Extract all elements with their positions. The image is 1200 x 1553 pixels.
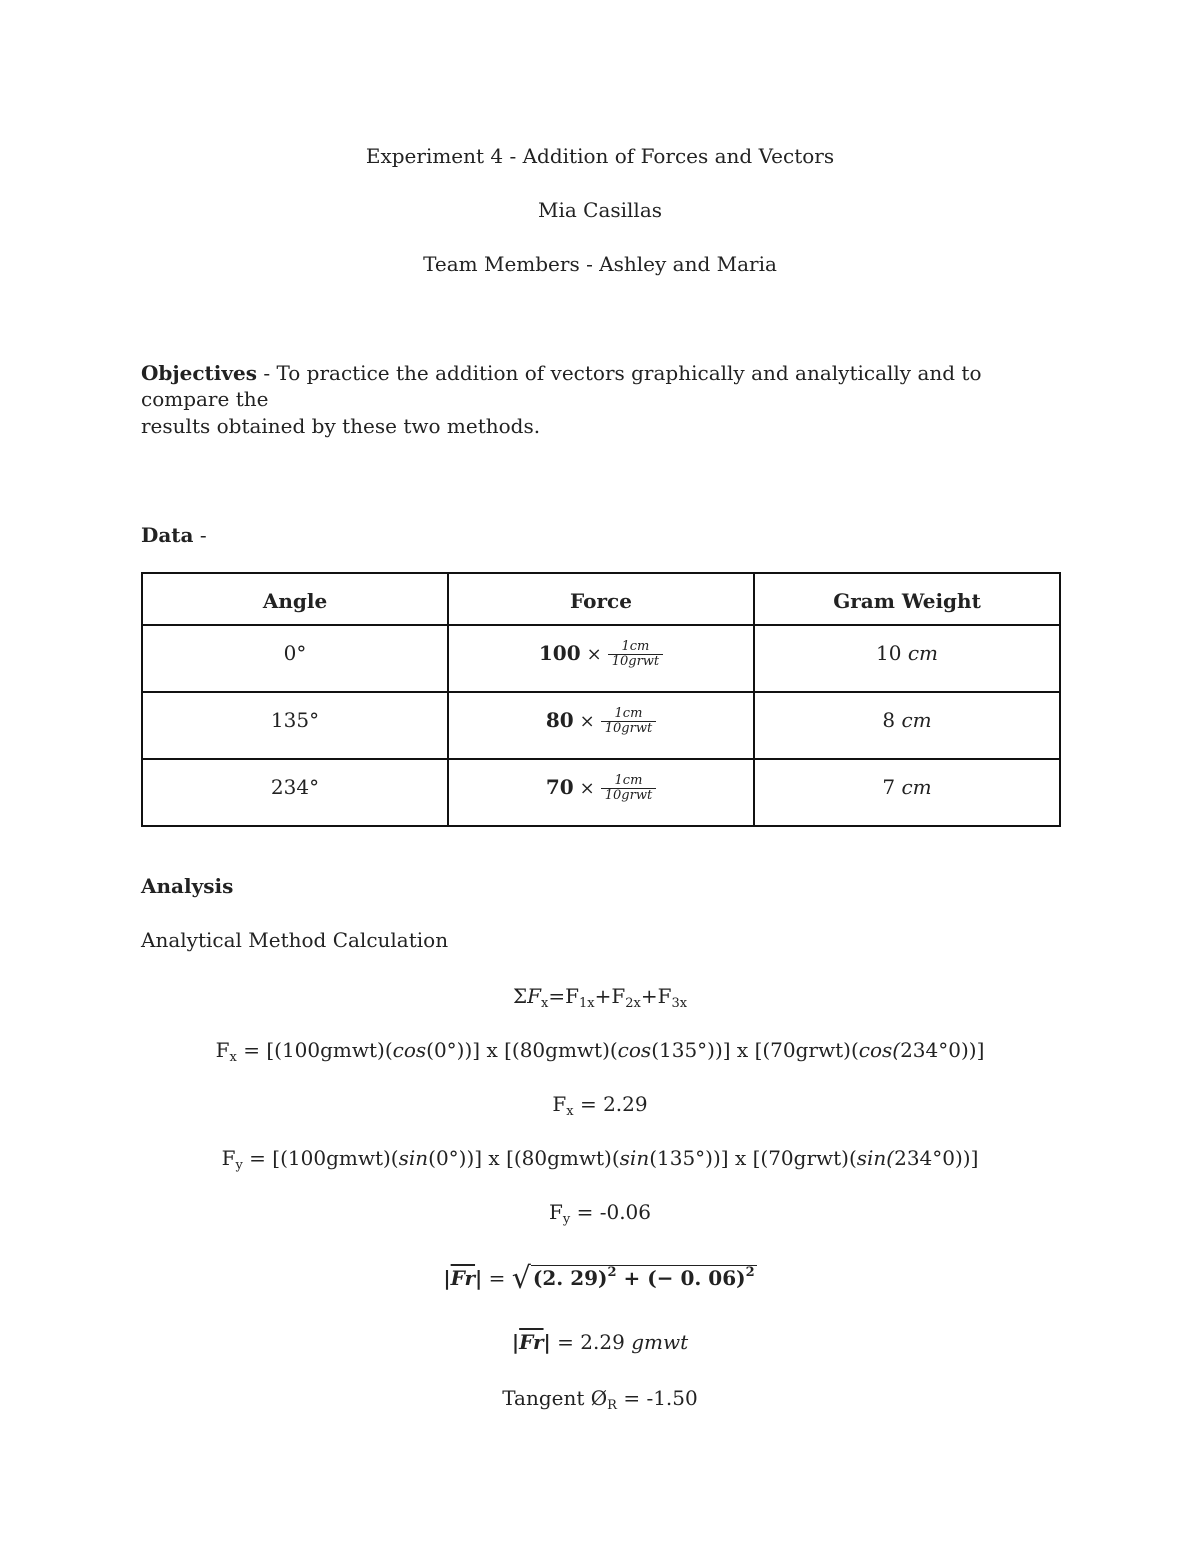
fx-result: [0, 1091, 1200, 1117]
eq-subscript: y: [235, 1158, 243, 1173]
team-members: Team Members - Ashley and Maria: [423, 252, 777, 276]
gram-unit: cm: [901, 708, 932, 732]
conversion-fraction: [601, 774, 656, 803]
conversion-fraction: [608, 640, 663, 669]
cell-force: [448, 759, 754, 826]
times-sign: ×: [579, 778, 595, 799]
eq-subscript: x: [566, 1104, 574, 1119]
eq-term: = [(100gmwt)(: [242, 1146, 399, 1170]
cell-gram-weight: [754, 692, 1060, 759]
eq-term: (2. 29): [532, 1266, 608, 1290]
eq-function: cos: [392, 1038, 427, 1062]
objectives-paragraph: [141, 360, 1061, 412]
analytical-method-label: Analytical Method Calculation: [141, 928, 449, 952]
eq-function: sin: [619, 1146, 650, 1170]
eq-term: +F: [640, 984, 672, 1008]
sum-fx-equation: [0, 983, 1200, 1009]
table-row: [142, 625, 1060, 692]
data-dash: -: [193, 523, 207, 547]
fraction-denominator: 10grwt: [611, 654, 660, 669]
eq-term: = 2.29: [573, 1092, 648, 1116]
eq-term: (135°))] x [(70grwt)(: [651, 1038, 859, 1062]
eq-term: F: [215, 1038, 230, 1062]
eq-term: Tangent Ø: [502, 1386, 608, 1410]
tangent-equation: [0, 1385, 1200, 1411]
times-sign: ×: [579, 711, 595, 732]
abs-bar: |: [443, 1266, 451, 1290]
fy-result: [0, 1199, 1200, 1225]
sigma-symbol: Σ: [512, 984, 528, 1008]
eq-subscript: 1x: [578, 996, 595, 1011]
eq-subscript: 2x: [625, 996, 641, 1011]
cell-force: [448, 692, 754, 759]
eq-exponent: 2: [745, 1265, 755, 1280]
cell-gram-weight: [754, 625, 1060, 692]
author-name: Mia Casillas: [537, 198, 663, 222]
abs-bar: |: [475, 1266, 483, 1290]
eq-vector: $\overline{Fr}$: [519, 1330, 544, 1354]
eq-term: =: [482, 1266, 512, 1290]
eq-term: = [(100gmwt)(: [236, 1038, 393, 1062]
cell-gram-weight: [754, 759, 1060, 826]
eq-function: sin: [398, 1146, 429, 1170]
eq-term: +: [616, 1266, 648, 1290]
resultant-magnitude-equation: [0, 1261, 1200, 1296]
fraction-numerator: 1cm: [608, 640, 663, 655]
eq-term: 234°0))]: [894, 1146, 979, 1170]
eq-term: (0°))] x [(80gmwt)(: [428, 1146, 620, 1170]
fraction-denominator: 10grwt: [604, 721, 653, 736]
resultant-magnitude-result: [0, 1329, 1200, 1355]
eq-term: F: [221, 1146, 236, 1170]
force-value: 70: [545, 775, 574, 799]
fraction-numerator: 1cm: [601, 707, 656, 722]
header-force: Force: [448, 573, 754, 625]
eq-subscript: 3x: [671, 996, 688, 1011]
eq-term: (− 0. 06): [647, 1266, 746, 1290]
eq-subscript: x: [540, 996, 549, 1011]
eq-term: F: [552, 1092, 567, 1116]
eq-unit: gmwt: [631, 1330, 689, 1354]
cell-angle: 234°: [142, 759, 448, 826]
eq-subscript: y: [562, 1212, 571, 1227]
header-gram-weight: Gram Weight: [754, 573, 1060, 625]
eq-term: 234°0))]: [900, 1038, 985, 1062]
conversion-fraction: [601, 707, 656, 736]
gram-value: 10: [876, 641, 902, 665]
table-row: [142, 692, 1060, 759]
eq-term: +F: [594, 984, 626, 1008]
objectives-label: Objectives: [141, 361, 257, 385]
fx-equation: [0, 1037, 1200, 1063]
header-angle: Angle: [142, 573, 448, 625]
times-sign: ×: [586, 644, 602, 665]
eq-function: cos: [617, 1038, 652, 1062]
gram-value: 8: [882, 708, 896, 732]
objectives-text-line1: - To practice the addition of vectors graphically and analytically and to compare the: [141, 361, 982, 411]
data-label: Data: [141, 523, 194, 547]
cell-angle: 0°: [142, 625, 448, 692]
eq-term: (0°))] x [(80gmwt)(: [426, 1038, 618, 1062]
analysis-heading: [141, 873, 1061, 899]
force-value: 100: [538, 641, 581, 665]
eq-term: = -0.06: [570, 1200, 651, 1224]
analysis-label: Analysis: [141, 874, 234, 898]
data-heading: [141, 522, 1061, 548]
eq-term: = -1.50: [616, 1386, 698, 1410]
table-header-row: [142, 573, 1060, 625]
eq-exponent: 2: [607, 1265, 617, 1280]
eq-function: sin(: [856, 1146, 895, 1170]
eq-subscript: x: [229, 1050, 237, 1065]
table-row: [142, 759, 1060, 826]
gram-value: 7: [882, 775, 896, 799]
gram-unit: cm: [907, 641, 938, 665]
fraction-denominator: 10grwt: [604, 788, 653, 803]
eq-term: = 2.29: [550, 1330, 632, 1354]
fy-equation: [0, 1145, 1200, 1171]
force-value: 80: [545, 708, 574, 732]
eq-term: F: [548, 1200, 563, 1224]
eq-function: cos(: [858, 1038, 901, 1062]
abs-bar: |: [511, 1330, 520, 1354]
cell-force: [448, 625, 754, 692]
abs-bar: |: [543, 1330, 551, 1354]
fraction-numerator: 1cm: [601, 774, 656, 789]
radicand: [531, 1265, 757, 1290]
eq-subscript: R: [607, 1398, 617, 1413]
eq-term: =F: [548, 984, 579, 1008]
eq-vector: $\overline{Fr}$: [450, 1266, 476, 1290]
gram-unit: cm: [901, 775, 932, 799]
document-title: Experiment 4 - Addition of Forces and Vectors: [365, 144, 835, 168]
cell-angle: 135°: [142, 692, 448, 759]
objectives-text-line2: results obtained by these two methods.: [141, 414, 541, 438]
sqrt-symbol: √: [511, 1261, 531, 1296]
eq-term: F: [527, 984, 541, 1008]
eq-term: (135°))] x [(70grwt)(: [649, 1146, 857, 1170]
data-table: [141, 572, 1061, 827]
